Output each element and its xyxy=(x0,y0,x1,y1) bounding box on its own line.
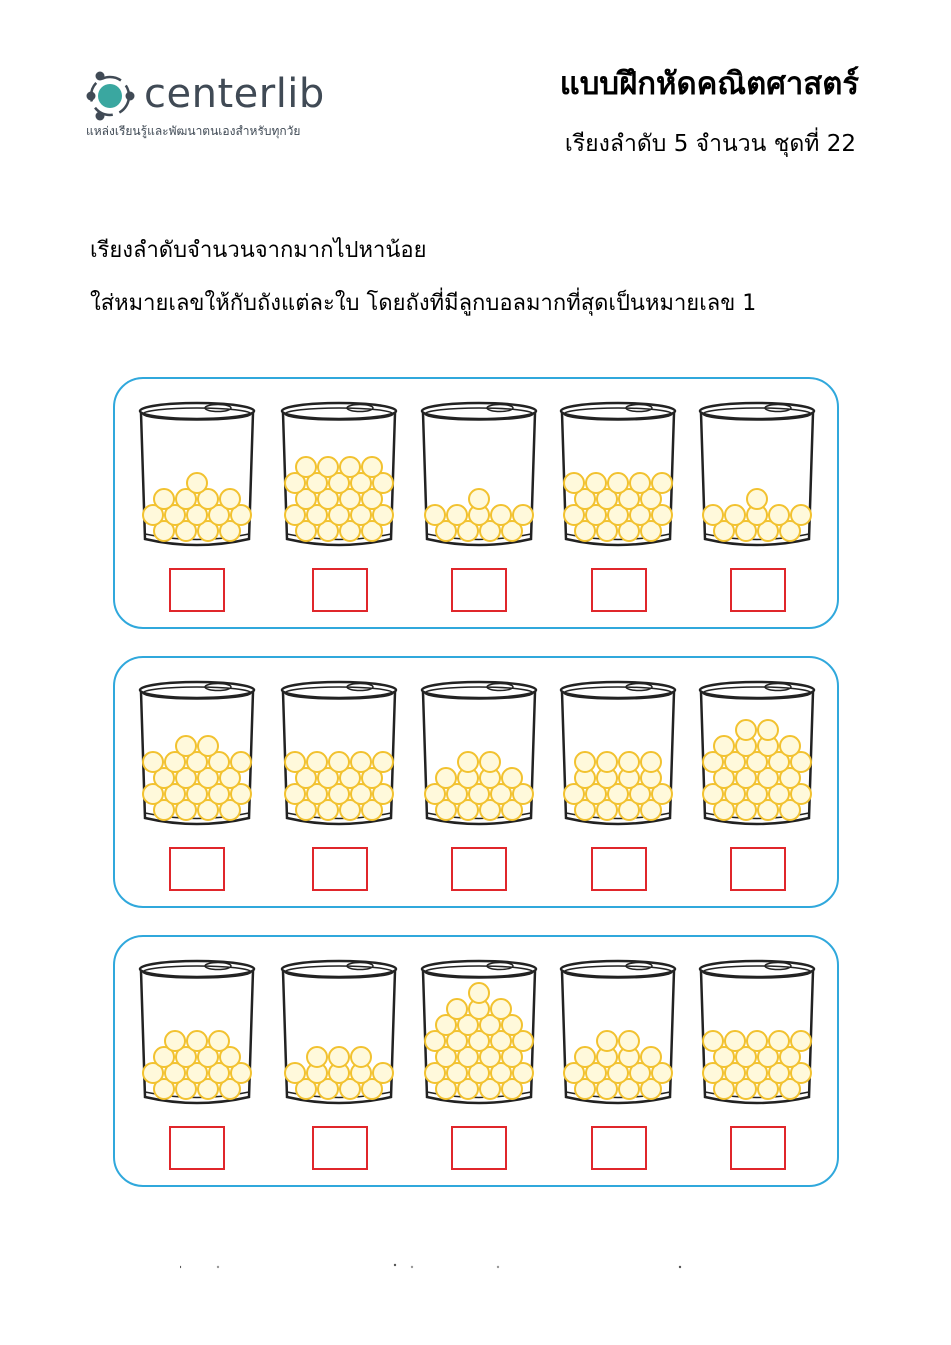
jar-icon xyxy=(278,678,400,828)
ball-icon xyxy=(747,1031,767,1051)
ball-icon xyxy=(373,1063,393,1083)
logo-mark-icon xyxy=(86,66,144,126)
ball-icon xyxy=(447,505,467,525)
ball-icon xyxy=(641,752,661,772)
ball-icon xyxy=(143,752,163,772)
answer-box[interactable] xyxy=(312,1126,368,1170)
ball-icon xyxy=(187,473,207,493)
page-subtitle: เรียงลำดับ 5 จำนวน ชุดที่ 22 xyxy=(564,131,856,157)
ball-icon xyxy=(575,752,595,772)
jar-icon xyxy=(278,399,400,549)
answer-box[interactable] xyxy=(169,1126,225,1170)
page-title: แบบฝึกหัดคณิตศาสตร์ xyxy=(559,66,859,102)
ball-icon xyxy=(791,1031,811,1051)
ball-icon xyxy=(513,505,533,525)
ball-icon xyxy=(780,736,800,756)
answer-box[interactable] xyxy=(591,1126,647,1170)
ball-icon xyxy=(641,1047,661,1067)
ball-icon xyxy=(586,473,606,493)
ball-icon xyxy=(209,1031,229,1051)
answer-box[interactable] xyxy=(169,568,225,612)
ball-icon xyxy=(758,720,778,740)
ball-icon xyxy=(597,1031,617,1051)
ball-icon xyxy=(575,1047,595,1067)
jar-icon xyxy=(418,399,540,549)
ball-icon xyxy=(220,489,240,509)
ball-icon xyxy=(165,1031,185,1051)
ball-icon xyxy=(351,1047,371,1067)
ball-icon xyxy=(630,473,650,493)
jar-icon xyxy=(136,957,258,1107)
ball-icon xyxy=(491,999,511,1019)
ball-icon xyxy=(362,457,382,477)
ball-icon xyxy=(714,736,734,756)
ball-icon xyxy=(329,1047,349,1067)
instruction-line-2: ใส่หมายเลขให้กับถังแต่ละใบ โดยถังที่มีลูกบอลมากที่สุดเป็นหมายเลข 1 xyxy=(90,291,757,316)
ball-icon xyxy=(791,505,811,525)
answer-box[interactable] xyxy=(591,568,647,612)
instruction-line-1: เรียงลำดับจำนวนจากมากไปหาน้อย xyxy=(90,238,427,263)
ball-icon xyxy=(619,1031,639,1051)
ball-icon xyxy=(725,505,745,525)
answer-box[interactable] xyxy=(169,847,225,891)
jar-icon xyxy=(557,678,679,828)
ball-icon xyxy=(469,489,489,509)
ball-icon xyxy=(703,1031,723,1051)
ball-icon xyxy=(652,473,672,493)
ball-icon xyxy=(231,752,251,772)
logo-tagline: แหล่งเรียนรู้และพัฒนาตนเองสำหรับทุกวัย xyxy=(86,124,301,138)
ball-icon xyxy=(564,473,584,493)
jar-icon xyxy=(696,678,818,828)
ball-icon xyxy=(703,505,723,525)
ball-icon xyxy=(608,473,628,493)
ball-icon xyxy=(458,752,478,772)
ball-icon xyxy=(436,768,456,788)
jar-icon xyxy=(278,957,400,1107)
jar-icon xyxy=(136,678,258,828)
logo-wordmark: centerlib xyxy=(144,71,325,117)
ball-icon xyxy=(769,505,789,525)
ball-icon xyxy=(725,1031,745,1051)
answer-box[interactable] xyxy=(312,847,368,891)
ball-icon xyxy=(502,768,522,788)
ball-icon xyxy=(469,983,489,1003)
answer-box[interactable] xyxy=(730,1126,786,1170)
ball-icon xyxy=(425,505,445,525)
ball-icon xyxy=(340,457,360,477)
answer-box[interactable] xyxy=(451,568,507,612)
ball-icon xyxy=(351,752,371,772)
footer-marks xyxy=(180,1262,700,1272)
ball-icon xyxy=(285,752,305,772)
answer-box[interactable] xyxy=(730,847,786,891)
jar-icon xyxy=(696,399,818,549)
ball-icon xyxy=(176,736,196,756)
ball-icon xyxy=(296,457,316,477)
jar-icon xyxy=(418,957,540,1107)
ball-icon xyxy=(619,752,639,772)
answer-box[interactable] xyxy=(591,847,647,891)
answer-box[interactable] xyxy=(451,1126,507,1170)
ball-icon xyxy=(447,999,467,1019)
jar-icon xyxy=(557,957,679,1107)
ball-icon xyxy=(318,457,338,477)
ball-icon xyxy=(769,1031,789,1051)
ball-icon xyxy=(307,1047,327,1067)
ball-icon xyxy=(480,752,500,772)
ball-icon xyxy=(198,736,218,756)
ball-icon xyxy=(285,1063,305,1083)
ball-icon xyxy=(329,752,349,772)
ball-icon xyxy=(597,752,617,772)
jar-icon xyxy=(696,957,818,1107)
jar-icon xyxy=(557,399,679,549)
ball-icon xyxy=(307,752,327,772)
answer-box[interactable] xyxy=(451,847,507,891)
ball-icon xyxy=(187,1031,207,1051)
ball-icon xyxy=(154,489,174,509)
ball-icon xyxy=(736,720,756,740)
answer-box[interactable] xyxy=(312,568,368,612)
answer-box[interactable] xyxy=(730,568,786,612)
ball-icon xyxy=(491,505,511,525)
ball-icon xyxy=(373,752,393,772)
jar-icon xyxy=(418,678,540,828)
jar-icon xyxy=(136,399,258,549)
ball-icon xyxy=(747,489,767,509)
